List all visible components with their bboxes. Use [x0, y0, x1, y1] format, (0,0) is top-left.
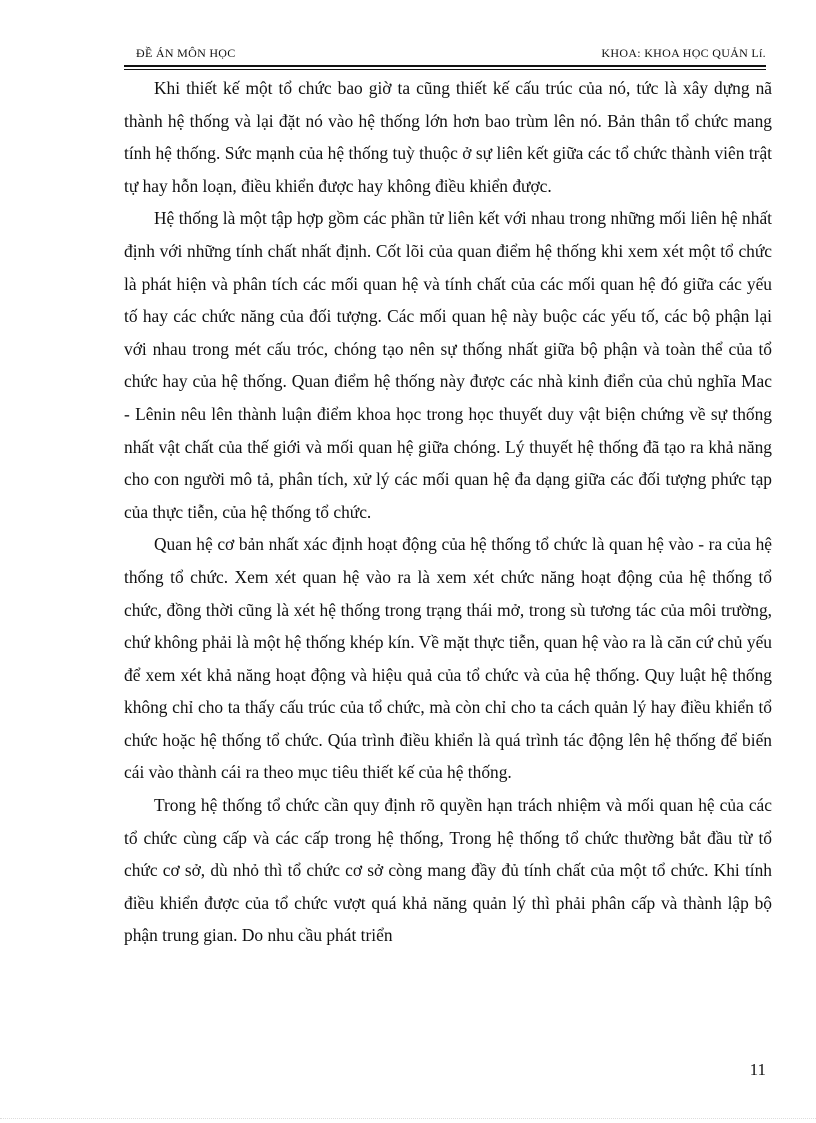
paragraph-2: Hệ thống là một tập hợp gồm các phần tử liên kết với nhau trong những mối liên hệ nhất định với những tính chất nhất định. Cốt lõi của quan điểm hệ thống khi xem xét một tổ chức là phát hiện và phân tích các mối quan hệ và tính chất của các mối quan hệ đó giữa các yếu tố hay các chức năng của đối tượng. Các mối quan hệ này buộc các yếu tố, các bộ phận lại với nhau trong mét cấu tróc, chóng tạo nên sự thống nhất giữa bộ phận và toàn thể của tổ chức hay của hệ thống. Quan điểm hệ thống này được các nhà kinh điển của chủ nghĩa Mac - Lênin nêu lên thành luận điểm khoa học trong học thuyết duy vật biện chứng về sự thống nhất vật chất của thế giới và mối quan hệ giữa chóng. Lý thuyết hệ thống đã tạo ra khả năng cho con người mô tả, phân tích, xử lý các mối quan hệ đa dạng giữa các đối tượng phức tạp của thực tiễn, của hệ thống tổ chức.	[124, 208, 772, 522]
header-rule-thick	[124, 65, 766, 67]
header-course-title: ĐỀ ÁN MÔN HỌC	[136, 46, 236, 60]
page-header	[124, 44, 766, 64]
body-text	[124, 72, 772, 952]
page-number: 11	[749, 1060, 766, 1079]
paragraph-4: Trong hệ thống tổ chức cần quy định rõ quyền hạn trách nhiệm và mối quan hệ của các tổ chức cùng cấp và các cấp trong hệ thống, Trong hệ thống tổ chức thường bắt đầu từ tổ chức cơ sở, dù nhỏ thì tổ chức cơ sở còng mang đầy đủ tính chất của một tổ chức. Khi tính điều khiển được của tổ chức vượt quá khả năng quản lý thì phải phân cấp và thành lập bộ phận trung gian. Do nhu cầu phát triển	[124, 795, 772, 946]
header-faculty: KHOA: KHOA HỌC QUẢN Lí.	[601, 46, 766, 60]
paragraph-3: Quan hệ cơ bản nhất xác định hoạt động của hệ thống tổ chức là quan hệ vào - ra của hệ thống tổ chức. Xem xét quan hệ vào ra là xem xét chức năng hoạt động của hệ thống tổ chức, đồng thời cũng là xét hệ thống trong trạng thái mở, trong sù tương tác của môi trường, chứ không phải là một hệ thống khép kín. Về mặt thực tiễn, quan hệ vào ra là căn cứ chủ yếu để xem xét khả năng hoạt động và hiệu quả của tổ chức và của hệ thống. Quy luật hệ thống không chỉ cho ta thấy cấu trúc của tổ chức, mà còn chỉ cho ta cách quản lý hay điều khiển tổ chức hoặc hệ thống tổ chức. Qúa trình điều khiển là quá trình tác động lên hệ thống để biến cái vào thành cái ra theo mục tiêu thiết kế của hệ thống.	[124, 534, 772, 783]
page-bottom-divider	[0, 1118, 816, 1119]
header-rule-thin	[124, 69, 766, 70]
paragraph-1: Khi thiết kế một tổ chức bao giờ ta cũng thiết kế cấu trúc của nó, tức là xây dựng nã thành hệ thống và lại đặt nó vào hệ thống lớn hơn bao trùm lên nó. Bản thân tổ chức mang tính hệ thống. Sức mạnh của hệ thống tuỳ thuộc ở sự liên kết giữa các tổ chức thành viên trật tự hay hỗn loạn, điều khiển được hay không điều khiển được.	[124, 78, 772, 196]
